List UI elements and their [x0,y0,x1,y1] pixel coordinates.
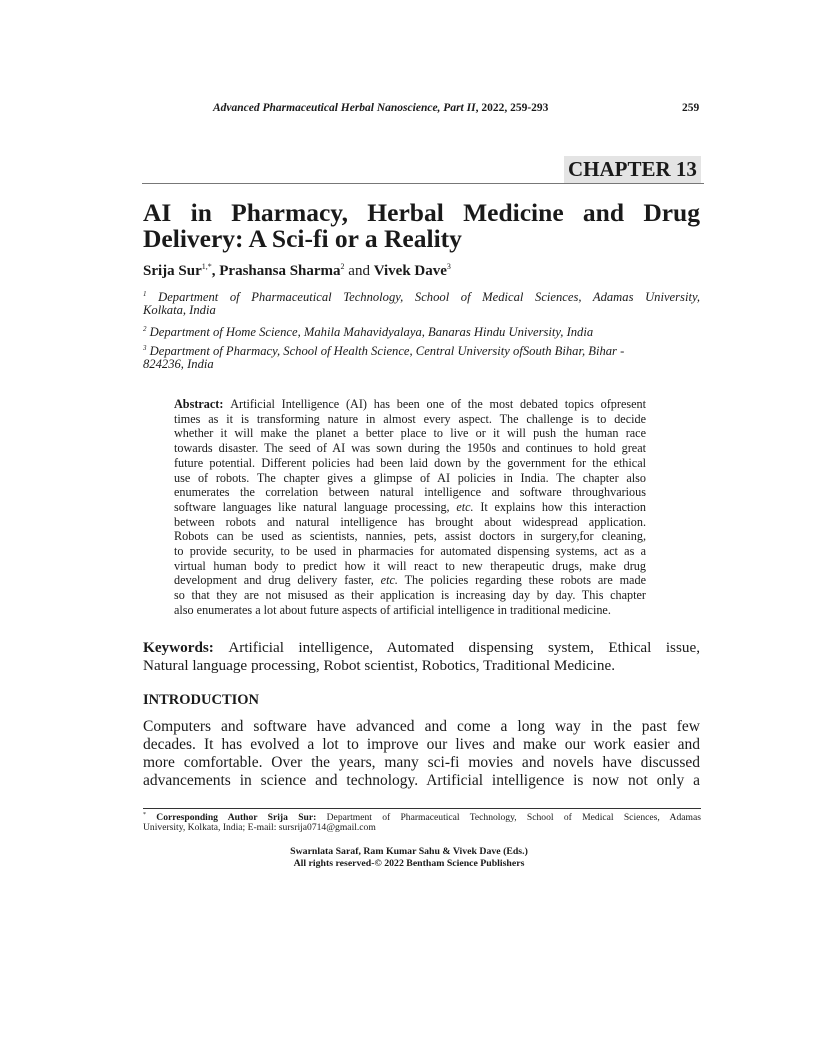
abstract-line: enumerates the correlation between natural intelligence and software throughvarious [174,485,646,500]
footnote-line: University, Kolkata, India; E-mail: sursrija0714@gmail.com [143,822,376,833]
keywords-line: Natural language processing, Robot scientist, Robotics, Traditional Medicine. [143,657,616,674]
affiliation-text: Department of Home Science, Mahila Mahavidyalaya, Banaras Hindu University, India [149,325,594,340]
body-line: decades. It has evolved a lot to improve our lives and make our work easier and [143,736,700,753]
body-line: Computers and software have advanced and come a long way in the past few [143,718,700,735]
keywords-label: Keywords: [143,639,229,656]
author-sup: 3 [446,262,451,271]
affiliation-text: Department of Pharmaceutical Technology, School of Medical Sciences, Adamas University, [158,290,700,305]
author-sup: 2 [340,262,345,271]
author: Prashansa Sharma [219,263,341,279]
abstract-line: development and drug delivery faster, etc. The policies regarding these robots are made [174,573,646,588]
abstract-line: to provide security, to be used in pharmacies for automated dispensing systems, act as a [174,544,646,558]
author: Vivek Dave [373,263,447,279]
abstract-line: Robots can be used as scientists, nannies, pets, assist doctors in surgery,for cleaning, [174,529,646,544]
separator: , [211,263,220,279]
running-header [213,102,548,114]
abstract-line: times as it is transforming nature in almost every aspect. The challenge is to decide [174,411,646,426]
chapter-title-line: AI in Pharmacy, Herbal Medicine and Drug [143,198,700,227]
section-heading: INTRODUCTION [143,692,260,708]
header-rule [142,183,704,184]
publication-info: , 2022, 259-293 [475,102,549,114]
affiliation-line: Kolkata, India [143,303,216,317]
abstract-line: Abstract: Artificial Intelligence (AI) has been one of the most debated topics ofpresent [174,397,646,411]
abstract-line: towards disaster. The seed of AI was sown during the 1950s and continues to hold great [174,441,646,456]
affiliation-sup: 2 [143,325,147,333]
author-list [143,262,451,280]
chapter-label: CHAPTER 13 [564,156,701,183]
body-line: advancements in science and technology. Artificial intelligence is now not only a [143,772,700,789]
book-title: Advanced Pharmaceutical Herbal Nanoscience, Part II [213,102,476,114]
abstract-line: virtual human body to predict how it will react to new therapeutic drugs, make drug [174,558,646,573]
affiliation-sup: 3 [143,344,147,352]
keywords-line: Keywords: Artificial intelligence, Automated dispensing system, Ethical issue, [143,639,700,656]
abstract-line: software languages like natural language processing, etc. It explains how this interaction [174,499,646,514]
abstract-line: also enumerates a lot about future aspects of artificial intelligence in traditional medicine. [174,602,611,617]
body-line: more comfortable. Over the years, many sci-fi movies and novels have discussed [143,754,700,771]
author: Srija Sur [143,263,202,279]
abstract-label: Abstract: [174,397,231,411]
copyright-line: All rights reserved-© 2022 Bentham Science Publishers [293,858,525,869]
abstract-line: future potential. Different policies had been laid down by the government for the ethical [174,455,646,470]
affiliation-line [143,321,700,340]
editors-line: Swarnlata Saraf, Ram Kumar Sahu & Vivek Dave (Eds.) [290,846,528,857]
affiliation-text: Department of Pharmacy, School of Health Science, Central University ofSouth Bihar, Bihar - [149,344,625,359]
page-number: 259 [682,102,700,114]
abstract-line: use of robots. The chapter gives a glimpse of AI policies in India. The chapter also [174,470,646,485]
abstract-line: whether it will make the planet a better place to live or it will push the human race [174,426,646,441]
chapter-title-line: Delivery: A Sci-fi or a Reality [143,224,462,253]
abstract-line: between robots and natural intelligence has brought about widespread application. [174,514,646,529]
separator: and [344,263,374,279]
footnote-label: Corresponding Author Srija Sur: [156,812,317,824]
affiliation-sup: 1 [143,290,147,298]
abstract-line: so that they are not misused as their application is increasing day by day. This chapter [174,588,646,603]
author-sup: 1,* [201,262,212,271]
footnote-text: Department of Pharmaceutical Technology, School of Medical Sciences, Adamas [316,812,701,824]
footnote-sup: * [143,812,146,818]
affiliation-line: 824236, India [143,357,214,371]
